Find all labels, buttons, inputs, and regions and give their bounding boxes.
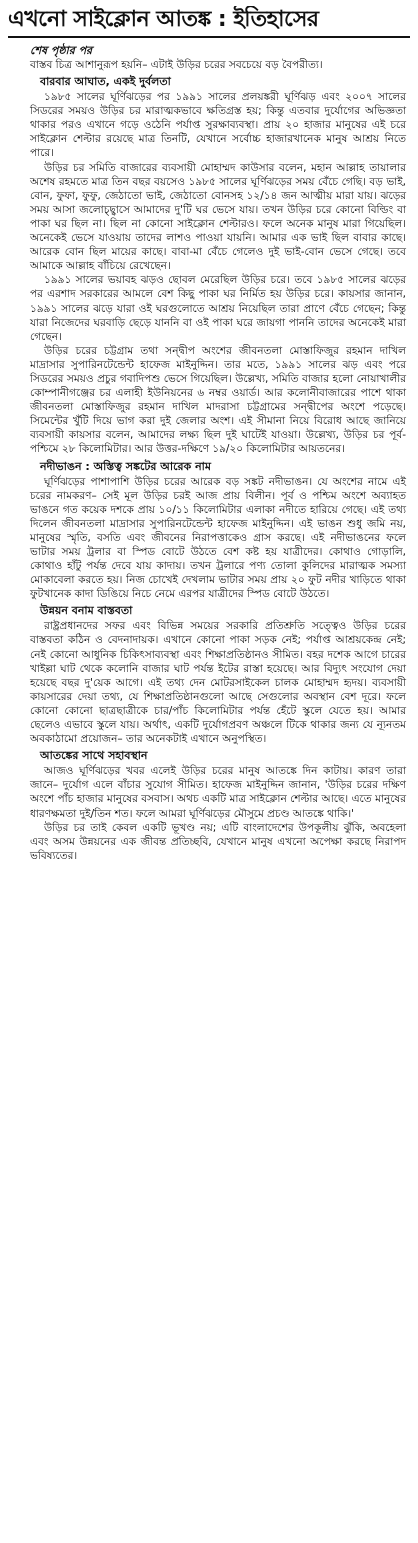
intro-paragraph: বাস্তব চিত্র আশানুরূপ হয়নি– এটাই উড়ির চরের সবচেয়ে বড় বৈপরীত্য। [30,59,323,71]
paragraph: ঘূর্ণিঝড়ের পাশাপাশি উড়ির চরের আরেক বড় সঙ্কট নদীভাঙন। যে অংশের নামে এই চরের নামকরণ– সেই মূল উড়ির চরই আজ প্রায় বিলীন। পূর্ব ও পশ্চিম অংশে অব্যাহত ভাঙনে গত কয়েক দশকে প্রায় ১০/১১ কিলোমিটার এলাকা নদীতে হারিয়ে গেছে। এই তথ্য দিলেন জীবনতলা মাদ্রাসার সুপারিনটেন্ডেন্ট হাফেজ মাইনুদ্দিন। এই ভাঙন শুধু জমি নয়, মানুষের স্মৃতি, বসতি এবং জীবনের নিরাপত্তাকেও গ্রাস করছে। এই নদীভাঙনের ফলে ভাটার সময় ট্রলার বা স্পিড বোটে উঠতে বেশ কষ্ট হয় যাত্রীদের। কোথাও গোড়ালি, কোথাও হাঁটু পর্যন্ত দেবে যায় কাদায়। তখন ট্রলারে পণ্য তোলা কুলিদের মারাত্মক সমস্যা মোকাবেলা করতে হয়। নিজ চোখেই দেখলাম ভাটার সময় প্রায় ২০ ফুট নদীর খাড়িতে থাকা ফুটখানেক কাদা ডিঙিয়ে নিচে নেমে এরপর যাত্রীদের স্পিড বোটে উঠতে। [30,475,406,601]
paragraph: আজও ঘূর্ণিঝড়ের খবর এলেই উড়ির চরের মানুষ আতঙ্কে দিন কাটায়। কারণ তারা জানে– দুর্যোগ এলে বাঁচার সুযোগ সীমিত। হাফেজ মাইনুদ্দিন জানান, 'উড়ির চরের দক্ষিণ অংশে পাঁচ হাজার মানুষের বসবাস। অথচ একটি মাত্র সাইক্লোন শেল্টার আছে। এতে মানুষের ধারণক্ষমতা দুই/তিন শত। ফলে আমরা ঘূর্ণিঝড়ের মৌসুমে প্রচণ্ড আতঙ্কে থাকি।' [30,765,406,820]
section-heading-river-erosion: নদীভাঙন : অস্তিত্ব সঙ্কটের আরেক নাম [40,459,211,473]
section-heading-development-reality: উন্নয়ন বনাম বাস্তবতা [40,604,133,618]
paragraph: ১৯৯১ সালের ভয়াবহ ঝড়ও ছোবল মেরেছিল উড়ির চরে। তবে ১৯৮৫ সালের ঝড়ের পর এরশাদ সরকারের আমলে বেশ কিছু পাকা ঘর নির্মিত হয় উড়ির চরে। কায়সার জানান, ১৯৯১ সালের ঝড়ে যারা ওই ঘরগুলোতে আশ্রয় নিয়েছিল তারা প্রাণে বেঁচে গেছেন; কিন্তু যারা নিজেদের ঘরবাড়ি ছেড়ে যাননি বা ওই পাকা ঘরে জায়গা পাননি তাদের অনেকেই মারা গেছেন। [30,274,406,343]
paragraph: রাষ্ট্রপ্রধানদের সফর এবং বিভিন্ন সময়ের সরকারি প্রতিশ্রুতি সত্ত্বেও উড়ির চরের বাস্তবতা কঠিন ও বেদনাদায়ক। এখানে কোনো পাকা সড়ক নেই; পর্যাপ্ত আশ্রয়কেন্দ্র নেই; নেই কোনো আধুনিক চিকিৎসাব্যবস্থা এবং শিক্ষাপ্রতিষ্ঠানও সীমিত। বহর দশেক আগে চারের খাইল্লা ঘাট থেকে কলোনি বাজার ঘাট পর্যন্ত ইটের রাস্তা হয়েছে। আর বিদ্যুৎ সংযোগ দেয়া হয়েছে বছর দু'য়েক আগে। এই তথ্য দেন মোটরসাইকেল চালক মোহাম্মদ হৃদয়। ব্যবসায়ী কায়সারের দেয়া তথ্য, যে শিক্ষাপ্রতিষ্ঠানগুলো আছে সেগুলোর অবস্থান বেশ দূরে। ফলে কোনো কোনো ছাত্রছাত্রীকে চার/পাঁচ কিলোমিটার পর্যন্ত হেঁটে স্কুলে যেতে হয়। আমার ছেলেও এভাবে স্কুলে যায়। অর্থাৎ, একটি দুর্যোগপ্রবণ অঞ্চলে টিকে থাকার জন্য যে ন্যূনতম অবকাঠামো প্রয়োজন– তার অনেকটাই এখানে অনুপস্থিত। [30,620,406,746]
paragraph: ১৯৮৫ সালের ঘূর্ণিঝড়ের পর ১৯৯১ সালের প্রলয়ঙ্করী ঘূর্ণিঝড় এবং ২০০৭ সালের সিডরের সময়ও উড়ির চর মারাত্মকভাবে ক্ষতিগ্রস্ত হয়; কিন্তু এতবার দুর্যোগের অভিজ্ঞতা থাকার পরও এখানে গড়ে ওঠেনি পর্যাপ্ত সুরক্ষাব্যবস্থা। প্রায় ২০ হাজার মানুষের এই চরে সাইক্লোন শেল্টার রয়েছে মাত্র তিনটি, যেখানে সর্বোচ্চ হাজারখানেক মানুষ আশ্রয় নিতে পারে। [30,91,406,160]
continued-from-label: শেষ পৃষ্ঠার পর [30,44,93,57]
paragraph: উড়ির চর তাই কেবল একটি ভূখণ্ড নয়; এটি বাংলাদেশের উপকূলীয় ঝুঁকি, অবহেলা এবং অসম উন্নয়নের এক জীবন্ত প্রতিচ্ছবি, যেখানে মানুষ এখনো অপেক্ষা করছে নিরাপদ ভবিষ্যতের। [30,821,406,862]
headline-rule [8,36,410,38]
section-heading-repeated-blows: বারবার আঘাত, একই দুর্বলতা [40,75,171,89]
section-heading-living-with-fear: আতঙ্কের সাথে সহাবস্থান [40,749,148,763]
paragraph: উড়ির চরের চট্টগ্রাম তথা সন্দ্বীপ অংশের জীবনতলা মোস্তাফিজুর রহমান দাখিল মাদ্রাসার সুপারিনটেন্ডেন্ট হাফেজ মাইনুদ্দিন। তার মতে, ১৯৯১ সালের ঝড় এবং পরে সিডরের সময়ও প্রচুর গবাদিপশু ভেসে গিয়েছিল। উল্লেখ্য, সমিতি বাজার হলো নোয়াখালীর কোম্পানীগঞ্জের চর এলাহী ইউনিয়নের ৬ নম্বর ওয়ার্ড। আর কলোনীবাজারের পাশে থাকা জীবনতলা মোস্তাফিজুর রহমান দাখিল মাদরাসা চট্টগ্রামের সন্দ্বীপের অংশে পড়েছে। সিমেন্টের খুঁটি দিয়ে ভাগ করা দুই জেলার অংশ। এই সীমানা নিয়ে বিরোধ আছে জানিয়ে ব্যবসায়ী কায়সার বলেন, আমাদের লক্ষ্য ছিল দুই ঘাটেই যাওয়া। উল্লেখ্য, উড়ির চর পূর্ব-পশ্চিমে ২৮ কিলোমিটার। আর উত্তর-দক্ষিণে ১৯/২০ কিলোমিটার আয়তনের। [30,344,406,456]
article-body [30,58,406,863]
headline: এখনো সাইক্লোন আতঙ্ক : ইতিহাসের [8,7,319,32]
paragraph: উড়ির চর সমিতি বাজারের ব্যবসায়ী মোহাম্মদ কাউসার বলেন, মহান আল্লাহ তায়ালার অশেষ রহমতে মাত্র তিন বছর বয়সেও ১৯৮৫ সালের ঘূর্ণিঝড়ের সময় বেঁচে গেছি। বড় ভাই, বোন, ফুফা, ফুফু, জেঠাতো ভাই, জেঠাতো বোনসহ ১২/১৪ জন আত্মীয় মারা যায়। ঝড়ের সময় আসা জলোচ্ছ্বাসে আমাদের দু'টি ঘর ভেসে যায়। তখন উড়ির চরে কোনো বিল্ডিং বা পাকা ঘর ছিল না। ছিল না কোনো সাইক্লোন শেল্টারও। ফলে অনেক মানুষ মারা গিয়েছিল। অনেকেই ভেসে যাওয়ায় তাদের লাশও পাওয়া যায়নি। আমার এক ভাই ছিল বাবার কাছে। আরেক বোন ছিল মায়ের কাছে। বাবা-মা বেঁচে গেলেও দুই ভাই-বোন ভেসে গেছে। তবে আমাকে আল্লাহ বাঁচিয়ে রেখেছেন। [30,161,406,273]
